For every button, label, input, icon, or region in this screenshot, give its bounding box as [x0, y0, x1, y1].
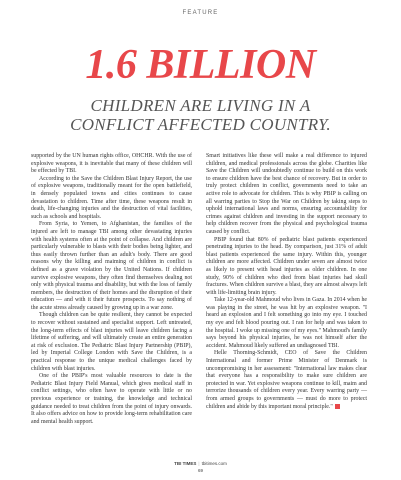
- footer: [0, 461, 401, 466]
- subtitle-line-1: CHILDREN ARE LIVING IN A: [90, 96, 311, 115]
- end-mark-icon: [335, 404, 340, 409]
- right-column: [206, 153, 367, 411]
- left-column: [31, 153, 192, 426]
- footer-separator: |: [198, 461, 200, 466]
- right-paragraph-text: Helle Thorning-Schmidt, CEO of Save the Children International and former Prime Minister of Denmark is uncompromising in her assessment: "International law makes clear that everyone has a responsibility to make sure children are protected in war. Yet explosive weapons continue to kill, maim and terrorize thousands of children every year. Every warring party — from armed groups to governments — must do more to protect children and abide by this important moral principle.": [206, 350, 367, 410]
- page-subtitle: [0, 96, 401, 134]
- right-paragraph: Take 12-year-old Mahmoud who lives in Gaza. In 2014 when he was playing in the street, he was hit by an explosive weapon. "I heard an explosion and I felt something go into my eye. I touched my eye and felt blood pouring out. I ran for help and was taken to the hospital. I woke up missing one of my eyes." Mahmoud's family says beyond his physical injuries, he was not himself after the accident. Mahmoud likely suffered an undiagnosed TBI.: [206, 297, 367, 349]
- left-paragraph: One of the PBIP's most valuable resources to date is the Pediatric Blast Injury Field Manual, which gives medical staff in conflict settings, who often have to operate with little or no previous experience or training, the knowledge and technical guidance needed to treat children from the point of injury onwards. It also offers advice on how to provide long-term rehabilitation care and mental health support.: [31, 373, 192, 425]
- left-paragraph: Though children can be quite resilient, they cannot be expected to recover without sustained and specialist support. Left untreated, the long-term effects of blast injuries will leave children facing a lifetime of suffering, and will ultimately create an entire generation at risk of exclusion. The Pediatric Blast Injury Partnership (PBIP), led by Imperial College London with Save the Children, is a practical response to the unique medical challenges faced by children with blast injuries.: [31, 312, 192, 372]
- footer-brand: TBI TIMES: [174, 461, 197, 466]
- left-paragraph: According to the Save the Children Blast Injury Report, the use of explosive weapons, traditionally meant for the open battlefield, in densely populated towns and cities continues to cause devastation to children. Time after time, these weapons result in death, life-changing injuries and the destruction of vital facilities, such as schools and hospitals.: [31, 175, 192, 220]
- left-paragraph: From Syria, to Yemen, to Afghanistan, the families of the injured are left to manage TBI among other devastating injuries with health systems often at the point of collapse. And children are particularly vulnerable to blasts with their bodies being lighter, and thus easily thrown further than an adult's body. There are good reasons why the killing and maiming of children in conflict is defined as a grave violation by the United Nations. If children survive explosive weapons, they often find themselves dealing not only with physical trauma and disability, but with the loss of family members, the destruction of their homes and the disruption of their education — and with it their future prospects. To say nothing of the acute stress already caused by growing up in a war zone.: [31, 221, 192, 311]
- right-paragraph: PBIP found that 80% of pediatric blast patients experienced penetrating injuries to the head. By comparison, just 31% of adult blast patients experienced the same injury. Within this, younger children are more affected. Children under seven are almost twice as likely to present with head injuries as older children. In one study, 90% of children who died from blast injuries had skull fractures. When children survive a blast, they are almost always left with life-limiting brain injury.: [206, 236, 367, 296]
- right-paragraph: Smart initiatives like these will make a real difference to injured children, and medical professionals across the globe. Charities like Save the Children will undoubtedly continue to build on this work to ensure children have the best chance of recovery. But in order to truly protect children in conflict, governments need to take an active role to advocate for children. This is why PBIP is calling on all warring parties to Stop the War on Children by taking steps to uphold international laws and norms, ensuring accountability for crimes against children and investing in the support necessary to help children recover from the physical and psychological trauma caused by conflict.: [206, 153, 367, 235]
- page-title: 1.6 BILLION: [85, 42, 316, 88]
- right-paragraph-last: [206, 350, 367, 411]
- footer-website[interactable]: tbitimes.com: [201, 461, 227, 466]
- left-paragraph: supported by the UN human rights office, OHCHR. With the use of explosive weapons, it is inevitable that many of these children will be effected by TBI.: [31, 153, 192, 175]
- subtitle-line-2: CONFLICT AFFECTED COUNTRY.: [70, 115, 331, 134]
- section-label: FEATURE: [182, 10, 219, 16]
- page-number: 69: [197, 468, 203, 473]
